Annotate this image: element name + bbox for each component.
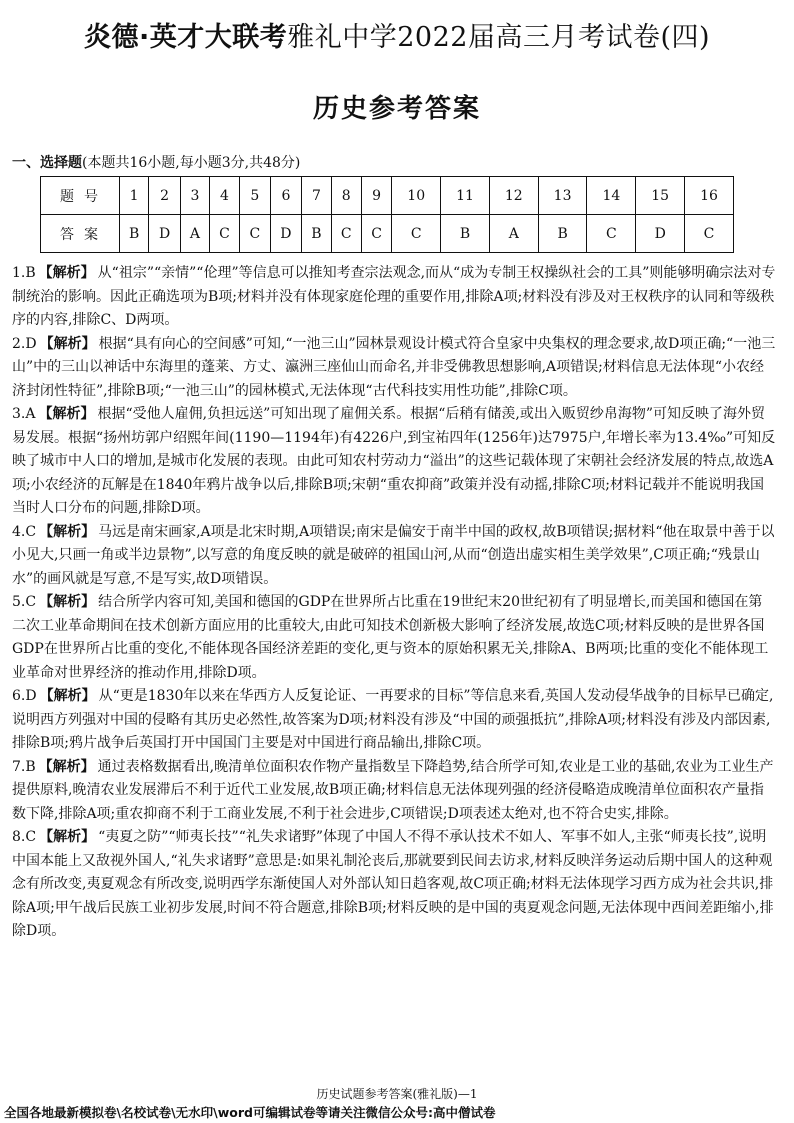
question-number-cell: 8 — [331, 177, 361, 215]
answer-cell: C — [392, 215, 441, 253]
item-number: 8.C — [12, 829, 37, 845]
answer-cell: C — [209, 215, 239, 253]
answer-table — [40, 176, 734, 253]
analysis-tag: 【解析】 — [39, 829, 96, 845]
explanation-item — [12, 262, 776, 333]
section-heading — [12, 152, 300, 172]
page-footer: 历史试题参考答案(雅礼版)—1 — [316, 1087, 478, 1101]
analysis-tag: 【解析】 — [39, 523, 96, 540]
answer-cell: D — [636, 215, 685, 253]
answer-table-number-row — [41, 177, 734, 215]
answer-cell: C — [240, 215, 270, 253]
row-label-answer: 答案 — [41, 215, 120, 253]
exam-brand: 炎德·英才大联考 — [83, 22, 288, 53]
item-number: 5.C — [12, 594, 37, 610]
exam-school-title: 雅礼中学2022届高三月考试卷(四) — [287, 22, 711, 53]
explanation-item — [12, 756, 776, 827]
item-body: 马远是南宋画家,A项是北宋时期,A项错误;南宋是偏安于南半中国的政权,故B项错误;据材料“他在取景中善于以小见大,只画一角或半边景物”,以写意的角度反映的就是破碎的祖国山河,从而“创造出虚实相生美学效果”,C项正确;“残景山水”的画风就是写意,不是写实,故D项错误。 — [12, 523, 775, 587]
answer-table-answer-row — [41, 215, 734, 253]
analysis-tag: 【解析】 — [38, 758, 95, 775]
explanation-item — [12, 333, 776, 404]
item-body: 通过表格数据看出,晚清单位面积农作物产量指数呈下降趋势,结合所学可知,农业是工业的基础,农业为工业生产提供原料,晚清农业发展滞后不利于近代工业发展,故B项正确;材料信息无法体现列强的经济侵略造成晚清单位面积农产量指数下降,排除A项;重农抑商不利于工商业发展,不利于社会进步,C项错误;D项表述太绝对,也不符合史实,排除。 — [12, 758, 774, 822]
item-body: “夷夏之防”“师夷长技”“礼失求诸野”体现了中国人不得不承认技术不如人、军事不如人,主张“师夷长技”,说明中国本能上又敌视外国人,“礼失求诸野”意思是:如果礼制沦丧后,那就要到民间去访求,材料反映洋务运动后期中国人的这种观念有所改变,夷夏观念有所改变,说明西学东渐使国人对外部认知日趋客观,故C项正确;材料无法体现学习西方成为社会共识,排除A项;甲午战后民族工业初步发展,时间不符合题意,排除B项;材料反映的是中国的夷夏观念问题,无法体现中西间差距缩小,排除D项。 — [12, 829, 774, 939]
question-number-cell: 14 — [587, 177, 636, 215]
question-number-cell: 1 — [120, 177, 149, 215]
answer-cell: D — [270, 215, 302, 253]
analysis-tag: 【解析】 — [39, 335, 96, 352]
item-number: 1.B — [12, 265, 36, 281]
question-number-cell: 7 — [302, 177, 331, 215]
question-number-cell: 6 — [270, 177, 302, 215]
item-body: 结合所学内容可知,美国和德国的GDP在世界所占比重在19世纪末20世纪初有了明显增长,而美国和德国在第二次工业革命期间在技术创新方面应用的比重较大,由此可知技术创新极大影响了经济发展,故选C项;材料反映的是世界各国GDP在世界所占比重的变化,不能体现各国经济差距的变化,更与资本的原始积累无关,排除A、B两项;比重的变化不能体现工业革命对世界经济的推动作用,排除D项。 — [12, 594, 769, 681]
explanation-item — [12, 591, 776, 685]
question-number-cell: 12 — [489, 177, 538, 215]
exam-header — [0, 18, 794, 58]
explanation-item — [12, 521, 776, 592]
explanation-item — [12, 826, 776, 944]
item-number: 2.D — [12, 335, 37, 352]
question-number-cell: 16 — [685, 177, 734, 215]
item-body: 根据“具有向心的空间感”可知,“一池三山”园林景观设计模式符合皇家中央集权的理念要求,故D项正确;“一池三山”中的三山以神话中东海里的蓬莱、方丈、瀛洲三座仙山而命名,并非受佛教思想影响,A项错误;材料信息无法体现“小农经济封闭性特征”,排除B项;“一池三山”的园林模式,无法体现“古代科技实用性功能”,排除C项。 — [12, 335, 776, 399]
question-number-cell: 2 — [149, 177, 181, 215]
analysis-tag: 【解析】 — [39, 688, 96, 704]
answer-cell: C — [587, 215, 636, 253]
explanation-item — [12, 685, 776, 756]
item-number: 3.A — [12, 406, 36, 422]
explanation-item — [12, 403, 776, 521]
item-body: 从“更是1830年以来在华西方人反复论证、一再要求的目标”等信息来看,英国人发动侵华战争的目标早已确定,说明西方列强对中国的侵略有其历史必然性,故答案为D项;材料没有涉及“中国的顽强抵抗”,排除A项;材料没有涉及内部因素,排除B项;鸦片战争后英国打开中国国门主要是对中国进行商品输出,排除C项。 — [12, 688, 774, 751]
question-number-cell: 13 — [538, 177, 587, 215]
analysis-tag: 【解析】 — [38, 406, 95, 422]
analysis-tag: 【解析】 — [39, 594, 96, 610]
question-number-cell: 9 — [361, 177, 391, 215]
answer-cell: C — [361, 215, 391, 253]
answer-cell: B — [120, 215, 149, 253]
answer-cell: A — [180, 215, 209, 253]
question-number-cell: 4 — [209, 177, 239, 215]
answer-cell: B — [302, 215, 331, 253]
answer-cell: C — [685, 215, 734, 253]
question-number-cell: 5 — [240, 177, 270, 215]
answer-cell: C — [331, 215, 361, 253]
question-number-cell: 10 — [392, 177, 441, 215]
question-number-cell: 3 — [180, 177, 209, 215]
section-label: 一、选择题 — [12, 155, 82, 171]
question-number-cell: 15 — [636, 177, 685, 215]
item-number: 6.D — [12, 688, 37, 704]
item-body: 从“祖宗”“亲情”“伦理”等信息可以推知考查宗法观念,而从“成为专制王权操纵社会的工具”则能够明确宗法对专制统治的影响。因此正确选项为B项;材料并没有体现家庭伦理的重要作用,排除A项;材料没有涉及对王权秩序的认同和等级秩序的内容,排除C、D两项。 — [12, 265, 776, 328]
section-note: (本题共16小题,每小题3分,共48分) — [82, 155, 301, 171]
page-title: 历史参考答案 — [312, 94, 481, 124]
item-number: 4.C — [12, 523, 37, 540]
answer-cell: B — [538, 215, 587, 253]
row-label-number: 题号 — [41, 177, 120, 215]
answer-cell: A — [489, 215, 538, 253]
answer-explanations — [12, 262, 776, 944]
answer-cell: B — [441, 215, 490, 253]
question-number-cell: 11 — [441, 177, 490, 215]
promo-banner: 全国各地最新模拟卷\名校试卷\无水印\word可编辑试卷等请关注微信公众号:高中僧试卷 — [4, 1105, 496, 1120]
answer-cell: D — [149, 215, 181, 253]
item-body: 根据“受他人雇佣,负担远送”可知出现了雇佣关系。根据“后稍有储羡,或出入贩贸纱帛海物”可知反映了海外贸易发展。根据“扬州坊郭户绍熙年间(1190—1194年)有4226户,到宝祐四年(1256年)达7975户,年增长率为13.4‰”可知反映了城市中人口的增加,是城市化发展的表现。由此可知农村劳动力“溢出”的这些记载体现了宋朝社会经济发展的特点,故选A项;小农经济的瓦解是在1840年鸦片战争以后,排除B项;宋朝“重农抑商”政策并没有动摇,排除C项;材料记载并不能说明我国当时人口分布的问题,排除D项。 — [12, 406, 776, 516]
item-number: 7.B — [12, 758, 36, 775]
analysis-tag: 【解析】 — [38, 265, 95, 281]
